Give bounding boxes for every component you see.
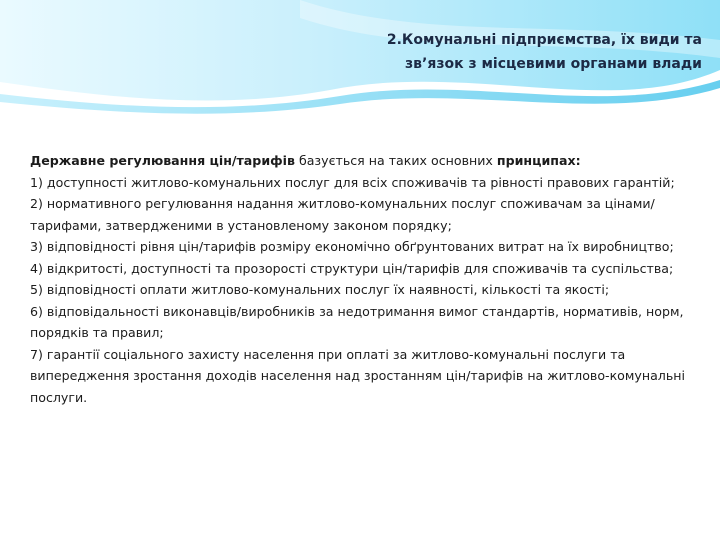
intro-bold-end: принципах:	[496, 153, 581, 168]
title-line-2: зв’язок з місцевими органами влади	[405, 56, 702, 72]
principle-item-3: 3) відповідності рівня цін/тарифів розміру економічно обґрунтованих витрат на їх виробництво;	[30, 239, 674, 254]
principle-item-4: 4) відкритості, доступності та прозорості структури цін/тарифів для споживачів та суспільства;	[30, 260, 674, 276]
principle-item-1: 1) доступності житлово-комунальних послуг для всіх споживачів та рівності правових гарантій;	[30, 174, 675, 190]
slide-body	[30, 150, 700, 408]
slide-title	[330, 28, 702, 76]
intro-middle: базується на таких основних	[294, 153, 497, 168]
principle-item-5: 5) відповідності оплати житлово-комунальних послуг їх наявності, кількості та якості;	[30, 282, 610, 297]
principle-item-7: 7) гарантії соціального захисту населення при оплаті за житлово-комунальні послуги та випередження зростання доходів населення над зростанням цін/тарифів на житлово-комунальні послуги.	[30, 346, 685, 405]
title-line-1: 2.Комунальні підприємства, їх види та	[386, 32, 702, 48]
intro-bold-start: Державне регулювання цін/тарифів	[30, 153, 295, 168]
principle-item-6: 6) відповідальності виконавців/виробників за недотримання вимог стандартів, нормативів, норм, порядків та правил;	[30, 303, 684, 340]
intro-paragraph	[30, 150, 700, 172]
principle-item-2: 2) нормативного регулювання надання житлово-комунальних послуг споживачам за цінами/тарифами, затвердженими в установленому законом порядку;	[30, 196, 655, 233]
